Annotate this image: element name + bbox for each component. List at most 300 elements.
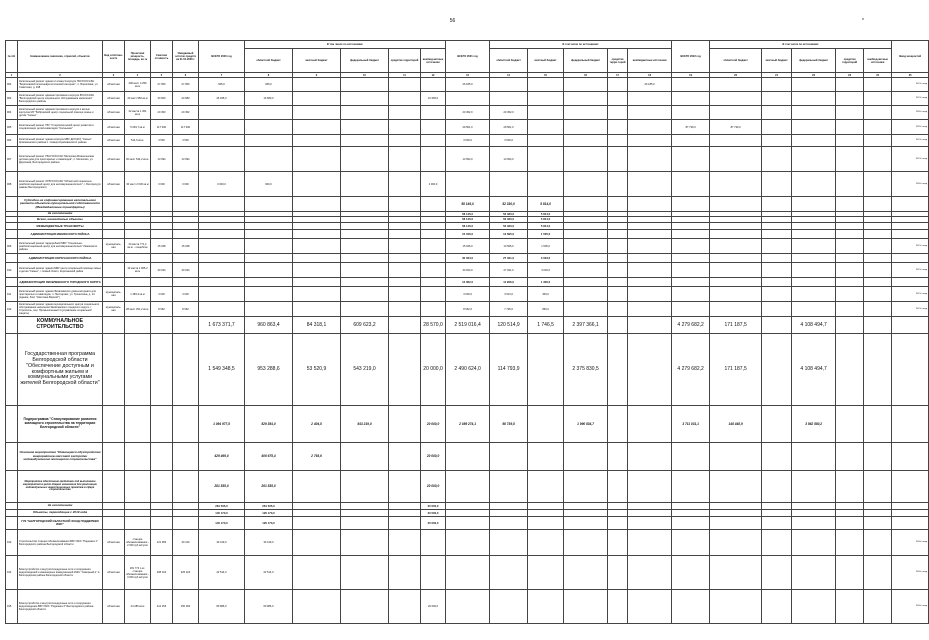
row-number: 915	[6, 590, 18, 624]
header-loc-2021: местный бюджет	[528, 49, 564, 73]
subtotal-row	[6, 230, 929, 239]
total-2020: 1 094 977,5	[199, 406, 245, 443]
subtotal-label: За исключением	[18, 212, 103, 217]
ext-2021: 26 185,0	[628, 78, 672, 92]
col-num: 4	[125, 73, 151, 78]
header-total-2022: ВСЕГО 2022 год	[672, 41, 710, 73]
header-incl-2021: В том числе по источникам:	[490, 41, 672, 49]
expected: 13 094	[173, 147, 199, 172]
commission-year: 2021г. ввод	[892, 147, 929, 172]
loc-2021: 5 814,0	[528, 212, 564, 217]
ownership: областная	[103, 106, 125, 120]
loc-2021: 5 814,0	[528, 217, 564, 223]
loc-2021: 866,0	[528, 302, 564, 317]
subtotal-label: Объекты, переходящие с 2019 года	[18, 510, 103, 517]
header-loc-2022: местный бюджет	[762, 49, 792, 73]
cost: 121 283	[151, 530, 173, 556]
capacity: 24 280 кв.м	[125, 590, 151, 624]
ownership: областная	[103, 530, 125, 556]
activity-title: Основное мероприятие "Имеющиеся обустройство микрорайонов массовой застройки индивидуального жилищного строительства"	[18, 443, 103, 471]
total-2021: 3 600,0	[446, 287, 490, 302]
ownership: областная	[103, 556, 125, 590]
header-reg-2021: областной бюджет	[490, 49, 528, 73]
cost: 3 000	[151, 172, 173, 197]
object-name: Капитальный ремонт ГБСУСОССЗН "Мелихово-Вознесенская детская дом для престарелых и инвалидов", п. Мелихово, ул. Дорожная, Белгородского района	[18, 147, 103, 172]
row-number: 914	[6, 556, 18, 590]
subprogram-row	[6, 406, 929, 443]
row-number: 912	[6, 302, 18, 317]
expected: 15 048	[173, 239, 199, 254]
section-label: МЕЖБЮДЖЕТНЫЕ ТРАНСФЕРТЫ	[18, 223, 103, 230]
object-name: Капитальный ремонт здания корпуса МБУ ДОУ(КО) "Семья" Крапивенского района п. Северо-Крапивенского района	[18, 135, 103, 147]
total-2022: 3 711 031,1	[672, 406, 710, 443]
object-name: Благоустройство и внутриплощадочные сети и сооружения водоотведений и инженерных коммуникаций ИЖС "Северный-1" в Белгородском районе Белгородской области	[18, 556, 103, 590]
commission-year: 2021г. ввод	[892, 92, 929, 106]
reg-2021: 52 330,0	[490, 197, 528, 212]
total-2020: 281 535,0	[199, 471, 245, 503]
total-2020: 1 549 348,5	[199, 334, 245, 406]
expected: 3 000	[173, 287, 199, 302]
cost: 20 453	[151, 106, 173, 120]
subprogram-title: Подпрограмма "Стимулирование развития жилищного строительства на территории Белгородской области"	[18, 406, 103, 443]
header-loc-2020: местный бюджет	[293, 49, 341, 73]
header-fed-2021: федеральный бюджет	[564, 49, 608, 73]
reg-2021: 114 793,9	[490, 334, 528, 406]
col-num: 13	[446, 73, 490, 78]
table-row	[6, 590, 929, 624]
total-2021: 20 452,0	[446, 106, 490, 120]
subtotal-row	[6, 197, 929, 212]
table-row	[6, 530, 929, 556]
total-2020: 429 469,0	[199, 443, 245, 471]
object-name: Капитальный ремонт здания МБУ центр социальной помощи семье и детям "Семья", г. Новый Оскол, Корочанский район	[18, 263, 103, 278]
capacity: 28 мест 451,2 кв.м.	[125, 302, 151, 317]
cost: 30 034	[151, 263, 173, 278]
header-total-2020: ВСЕГО 2020 год	[199, 41, 245, 73]
section-title: КОММУНАЛЬНОЕ СТРОИТЕЛЬСТВО	[18, 317, 103, 334]
ownership: областная	[103, 92, 125, 106]
total-2021: 15 046,0	[446, 230, 490, 239]
subtotal-label: За исключением	[18, 503, 103, 510]
ownership: областная	[103, 135, 125, 147]
object-name: Строительство станции обезжелезивания ВЗУ ИЖС "Роднянка 1" Белгородского района Белгородской области	[18, 530, 103, 556]
reg-2020: 60 986,0	[245, 590, 293, 624]
cost: 212 253	[151, 590, 173, 624]
expected: 3 500	[173, 135, 199, 147]
expected: 27 950	[173, 78, 199, 92]
capacity: 5 049,7 кв.м	[125, 120, 151, 135]
row-number: 911	[6, 287, 18, 302]
fed-2021: 1 990 534,7	[564, 406, 608, 443]
ext-2020: 10 665,0	[421, 92, 446, 106]
object-name: Капитальный ремонт административного корпуса и жилых корпусов МУ "Бобровский центр социальной помощи семье и детям "Семья"	[18, 106, 103, 120]
row-number: 907	[6, 147, 18, 172]
total-2021: 58 146,0	[446, 217, 490, 223]
total-2022: 4 279 682,2	[672, 334, 710, 406]
total-2021: 12 062,0	[446, 278, 490, 287]
budget-table	[5, 40, 929, 624]
reg-2021: 11 906,0	[490, 278, 528, 287]
total-2020: 905,0	[199, 78, 245, 92]
ext-2020: 20 000,0	[421, 590, 446, 624]
capacity: 400 мест 4 259 кв.м	[125, 78, 151, 92]
total-2021: 13 094,0	[446, 147, 490, 172]
row-number: 913	[6, 530, 18, 556]
total-2020: 140 173,0	[199, 510, 245, 517]
col-num: 6	[173, 73, 199, 78]
reg-2021: 13 094,0	[490, 147, 528, 172]
reg-2021: 98 739,5	[490, 406, 528, 443]
table-row	[6, 556, 929, 590]
cost: 117 000	[151, 120, 173, 135]
total-2021: 29 561,0	[446, 120, 490, 135]
col-num: 16	[564, 73, 608, 78]
header-commission: Ввод мощностей	[892, 41, 929, 73]
ext-2020: 20 000,0	[421, 517, 446, 530]
row-number: 904	[6, 106, 18, 120]
row-number: 903	[6, 92, 18, 106]
fed-2022: 4 108 494,7	[792, 317, 836, 334]
col-num: 20	[710, 73, 762, 78]
col-num: 5	[151, 73, 173, 78]
commission-year: 2021г. ввод	[892, 302, 929, 317]
total-2021: 58 146,0	[446, 197, 490, 212]
ext-2020: 28 570,0	[421, 317, 446, 334]
ext-2020: 20 000,0	[421, 471, 446, 503]
commission-year: 2021г. ввод	[892, 287, 929, 302]
object-name: Капитальный ремонт ОГБУСОССЗН "Областной социально-реабилитационный центр для несовершеннолетних", г. Белгород (в рамках Белгородского)	[18, 172, 103, 197]
loc-2021: 3 003,0	[528, 254, 564, 263]
expected: 8 662	[173, 302, 199, 317]
table-row	[6, 147, 929, 172]
loc-2021: 1 306,0	[528, 278, 564, 287]
reg-2021: 20 452,0	[490, 106, 528, 120]
subtotal-row	[6, 517, 929, 530]
object-name: Капитальный ремонт административного корпуса БУСОССЗН "Белгородский центр социального обслуживания населения" Белгородского района	[18, 92, 103, 106]
col-num: 22	[792, 73, 836, 78]
header-reg-2022: областной бюджет	[710, 49, 762, 73]
loc-2020: 2 793,6	[293, 443, 341, 471]
total-2021: 58 146,0	[446, 223, 490, 230]
capacity: 30 мест 2 030 кв.м	[125, 172, 151, 197]
commission-year: 2020г. ввод	[892, 106, 929, 120]
expected: 30 034	[173, 263, 199, 278]
reg-2020: 960 863,4	[245, 317, 293, 334]
capacity: станция обезжелезивания - 2 000 куб.м/сутки	[125, 530, 151, 556]
subtotal-row	[6, 254, 929, 263]
object-name: Капитальный ремонт здания 2-этажа 3 корпуса ГБСУСОССЗН "Борисовский психоневрологический интернат", п. Борисовка, ул. Советская, д. 108	[18, 78, 103, 92]
reg-2020: 905,0	[245, 78, 293, 92]
col-num: 1	[6, 73, 18, 78]
reg-2021: 3 500,0	[490, 135, 528, 147]
commission-year: 2021г. ввод	[892, 239, 929, 254]
object-name: Капитальный ремонт здания Яковлевского дома-интерната для престарелых и инвалидов, п. Пестюрово, ул. Трошихина, д. 14 (здание, бокс "Светлана Верной")	[18, 287, 103, 302]
total-2020: 140 173,0	[199, 517, 245, 530]
header-expected: Ожидаемый остаток средств на 01.01.2020 г.	[173, 41, 199, 73]
expected: 3 000	[173, 172, 199, 197]
total-2021: 2 490 624,0	[446, 334, 490, 406]
object-name: Благоустройство и внутриплощадочные сети и сооружения водоотведения ВЗУ ИЖС "Роднянка 4" Белгородского района Белгородской области	[18, 590, 103, 624]
total-2021: 30 034,0	[446, 254, 490, 263]
table-row	[6, 302, 929, 317]
ownership: областная	[103, 78, 125, 92]
header-fed-2022: федеральный бюджет	[792, 49, 836, 73]
program-title: Государственная программа Белгородской области "Обеспечение доступным и комфортным жильем и коммунальными услугами жителей Белгородской области"	[18, 334, 103, 406]
header-ext-2021: внебюджетные источники	[628, 49, 672, 73]
reg-2020: 900,0	[245, 172, 293, 197]
col-num: 2	[18, 73, 103, 78]
cost: 3 500	[151, 135, 173, 147]
cost: 3 000	[151, 287, 173, 302]
total-2021: 2 519 016,4	[446, 317, 490, 334]
subtotal-row	[6, 223, 929, 230]
reg-2020: 529 354,0	[245, 406, 293, 443]
col-num: 8	[245, 73, 293, 78]
table-row	[6, 135, 929, 147]
row-number: 908	[6, 172, 18, 197]
total-2021: 2 089 274,1	[446, 406, 490, 443]
reg-2021: 7 796,0	[490, 302, 528, 317]
cost: 27 950	[151, 78, 173, 92]
col-num: 19	[672, 73, 710, 78]
loc-2020: 2 404,5	[293, 406, 341, 443]
col-num: 12	[421, 73, 446, 78]
header-type: Вид собствен-ности	[103, 41, 125, 73]
commission-year: 2020г. ввод	[892, 530, 929, 556]
total-2020: 30 419,0	[199, 530, 245, 556]
commission-year: 2022г. ввод	[892, 120, 929, 135]
commission-year: 2021г. ввод	[892, 78, 929, 92]
section-label: АДМИНИСТРАЦИЯ ЯКОВЛЕВСКОГО ГОРОДСКОГО ОКРУГА	[18, 278, 103, 287]
loc-2021: 5 814,0	[528, 223, 564, 230]
loc-2021: 3 003,0	[528, 263, 564, 278]
ownership: областная	[103, 172, 125, 197]
fed-2022: 4 108 494,7	[792, 334, 836, 406]
table-row	[6, 263, 929, 278]
total-2021: 30 034,0	[446, 263, 490, 278]
reg-2020: 120 173,0	[245, 510, 293, 517]
header-no: № п/п	[6, 41, 18, 73]
header-ext-2020: внебюд-жетные источники	[421, 49, 446, 73]
commission-year: 2020г. ввод	[892, 556, 929, 590]
ownership: областная	[103, 147, 125, 172]
section-label: АДМИНИСТРАЦИЯ КОРОЧАНСКОГО РАЙОНА	[18, 254, 103, 263]
loc-2021: 1 746,5	[528, 317, 564, 334]
loc-2021: 306,0	[528, 287, 564, 302]
ownership: областная	[103, 120, 125, 135]
total-2022: 4 279 682,2	[672, 317, 710, 334]
capacity: 30 мест 544,2 кв.м.	[125, 147, 151, 172]
header-ext-2022: внебюд-жетные источники	[864, 49, 892, 73]
header-terr-2020: средства территорий	[389, 49, 421, 73]
row-number: 905	[6, 120, 18, 135]
total-2022: 87 739,0	[672, 120, 710, 135]
expected: 20 452	[173, 106, 199, 120]
reg-2021: 27 031,0	[490, 254, 528, 263]
program-row	[6, 334, 929, 406]
col-num: 3	[103, 73, 125, 78]
commission-year: 2021г. ввод	[892, 135, 929, 147]
activity-row	[6, 443, 929, 471]
col-num: 15	[528, 73, 564, 78]
table-row	[6, 120, 929, 135]
header-incl-2022: В том числе по источникам:	[710, 41, 892, 49]
row-number: 910	[6, 263, 18, 278]
expected: 150 000	[173, 590, 199, 624]
capacity: 42 места 1 301 кв.м	[125, 106, 151, 120]
reg-2021: 3 513,0	[490, 287, 528, 302]
col-num: 18	[628, 73, 672, 78]
header-incl-2020: В том числе по источникам:	[245, 41, 446, 49]
reg-2021: 52 330,0	[490, 212, 528, 217]
loc-2021: 1 505,0	[528, 239, 564, 254]
commission-year: 2021г. ввод	[892, 263, 929, 278]
object-name: Капитальный ремонт здания муниципального центра социального обслуживания населения Яковлевского городского округа, г. Строитель, пер. Промышленный 4 (управление социальной защиты)	[18, 302, 103, 317]
header-cost: Сметная стоимость	[151, 41, 173, 73]
col-num: 9	[293, 73, 341, 78]
reg-2020: 261 535,0	[245, 471, 293, 503]
col-num: 14	[490, 73, 528, 78]
cost: 8 662	[151, 302, 173, 317]
reg-2020: 953 288,6	[245, 334, 293, 406]
total-2020: 80 986,0	[199, 590, 245, 624]
total-2021: 58 146,0	[446, 212, 490, 217]
ext-2020: 20 000,0	[421, 510, 446, 517]
total-2020: 3 000,0	[199, 172, 245, 197]
subtotal-row	[6, 278, 929, 287]
ext-2020: 20 000,0	[421, 503, 446, 510]
commission-year: 2020г. ввод	[892, 172, 929, 197]
col-num: 25	[892, 73, 929, 78]
col-num: 11	[389, 73, 421, 78]
reg-2021: 52 330,0	[490, 217, 528, 223]
header-terr-2022: средства территорий	[836, 49, 864, 73]
loc-2020: 84 318,1	[293, 317, 341, 334]
col-num: 7	[199, 73, 245, 78]
subtotal-label: Всего, ненаходимые объекты	[18, 217, 103, 223]
reg-2021: 29 561,0	[490, 120, 528, 135]
ext-2020: 20 000,0	[421, 443, 446, 471]
fed-2020: 543 219,0	[341, 334, 389, 406]
total-2020: 1 673 371,7	[199, 317, 245, 334]
row-number: 909	[6, 239, 18, 254]
capacity: 514,6 кв.м.	[125, 135, 151, 147]
corner-mark: *	[862, 18, 864, 24]
cost: 30 000	[151, 92, 173, 106]
expected: 117 000	[173, 120, 199, 135]
reg-2020: 22 514,0	[245, 556, 293, 590]
row-number: 906	[6, 135, 18, 147]
ownership: муниципаль-ная	[103, 239, 125, 254]
object-name: Капитальный ремонт ГБУ "Старооскольский центр развития и социализации детей-инвалидов "Солнышко"	[18, 120, 103, 135]
col-num: 24	[864, 73, 892, 78]
capacity: 1 483,3 кв.м	[125, 287, 151, 302]
ownership: муниципаль-ная	[103, 287, 125, 302]
fed-2021: 2 397 366,1	[564, 317, 608, 334]
table-row	[6, 106, 929, 120]
subtotal-label: Субсидии на софинансирование капитального ремонта объектов муниципальной собственности (Межбюджетные трансферты)	[18, 197, 103, 212]
ext-2020: 2 000,0	[421, 172, 446, 197]
cost: 15 048	[151, 239, 173, 254]
object-name: Капитальный ремонт гардеробной МБУ "Социально-реабилитационный центр для несовершеннолетних" Ивнянского района	[18, 239, 103, 254]
row-number: 902	[6, 78, 18, 92]
capacity: 20 мест 950 кв.м	[125, 92, 151, 106]
reg-2021: 13 695,0	[490, 239, 528, 254]
table-row	[6, 287, 929, 302]
total-2020: 281 535,0	[199, 503, 245, 510]
total-2021: 26 185,0	[446, 78, 490, 92]
reg-2020: 30 419,0	[245, 530, 293, 556]
table-row	[6, 239, 929, 254]
ext-2020: 20 000,0	[421, 406, 446, 443]
col-num: 23	[836, 73, 864, 78]
header-total-2021: ВСЕГО 2021 год	[446, 41, 490, 73]
reg-2022: 171 187,5	[710, 334, 762, 406]
table-row	[6, 92, 929, 106]
total-2021: 15 046,0	[446, 239, 490, 254]
section-row	[6, 317, 929, 334]
header-capacity: Проектная мощность, площадь, кв. м	[125, 41, 151, 73]
reg-2022: 171 187,5	[710, 317, 762, 334]
cost: 408 104	[151, 556, 173, 590]
col-num: 17	[608, 73, 628, 78]
fed-2021: 2 375 830,5	[564, 334, 608, 406]
fed-2020: 543 219,0	[341, 406, 389, 443]
reg-2021: 52 330,0	[490, 223, 528, 230]
total-2020: 26 035,0	[199, 92, 245, 106]
fed-2022: 3 562 580,2	[792, 406, 836, 443]
col-num: 21	[762, 73, 792, 78]
ownership	[103, 263, 125, 278]
reg-2021: 120 514,9	[490, 317, 528, 334]
expected: 325 224	[173, 556, 199, 590]
cost: 13 094	[151, 147, 173, 172]
col-num: 10	[341, 73, 389, 78]
reg-2020: 261 535,0	[245, 503, 293, 510]
ownership: областная	[103, 590, 125, 624]
reg-2020: 120 173,0	[245, 517, 293, 530]
header-terr-2021: средства терри-торий	[608, 49, 628, 73]
capacity: 42 места 1 965,2 кв.м	[125, 263, 151, 278]
reg-2021: 27 031,0	[490, 263, 528, 278]
subtotal-row	[6, 503, 929, 510]
reg-2022: 148 448,9	[710, 406, 762, 443]
expected: 24 680	[173, 92, 199, 106]
loc-2021: 1 505,0	[528, 230, 564, 239]
reg-2022: 87 739,0	[710, 120, 762, 135]
ownership: муниципаль-ная	[103, 302, 125, 317]
table-row	[6, 172, 929, 197]
page-number: 56	[449, 18, 456, 24]
loc-2021: 5 814,0	[528, 197, 564, 212]
reg-2020: 406 675,4	[245, 443, 293, 471]
capacity: 43 места 771,4 кв.м. - пищеблок	[125, 239, 151, 254]
reg-2020: 13 680,0	[245, 92, 293, 106]
activity-row	[6, 471, 929, 503]
activity-title: Мероприятие обеспечение кредитами под выполнение мероприятий в целях общего назначения для реализации индивидуальных инвестиционных проектов в сфере строительства	[18, 471, 103, 503]
total-2021: 8 662,0	[446, 302, 490, 317]
total-2021: 3 500,0	[446, 135, 490, 147]
loc-2020: 53 520,9	[293, 334, 341, 406]
commission-year: 2020г. ввод	[892, 590, 929, 624]
table-row	[6, 78, 929, 92]
header-reg-2020: областной бюджет	[245, 49, 293, 73]
reg-2021: 13 695,0	[490, 230, 528, 239]
section-label: АДМИНИСТРАЦИЯ ИВНЯНСКОГО РАЙОНА	[18, 230, 103, 239]
header-fed-2020: федеральный бюджет	[341, 49, 389, 73]
expected: 30 419	[173, 530, 199, 556]
ext-2020: 20 000,0	[421, 334, 446, 406]
